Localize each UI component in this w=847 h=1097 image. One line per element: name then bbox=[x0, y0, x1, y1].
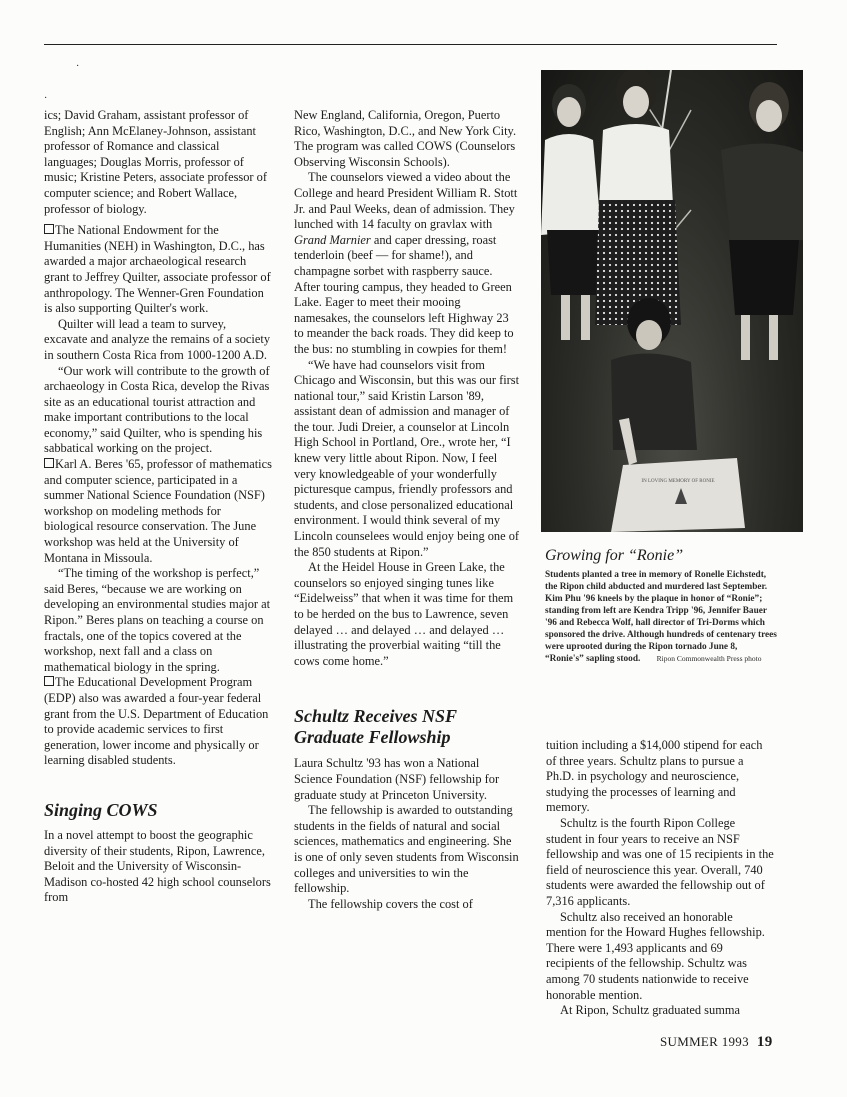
paragraph: New England, California, Oregon, Puerto Rico, Washington, D.C., and New York City. The program was called COWS (Counselors Observing Wisconsin Schools). bbox=[294, 108, 517, 169]
page-number: 19 bbox=[756, 1034, 773, 1050]
checkbox-bullet-icon bbox=[44, 458, 54, 468]
paragraph: The fellowship is awarded to outstanding students in the fields of natural and social sciences, mathematics and engineering. She is one of only seven students from Wisconsin colleges and universities to win the fellowship. bbox=[294, 803, 519, 896]
paragraph: The National Endowment for the Humanities (NEH) in Washington, D.C., has awarded a major archaeological research grant to Jeffrey Quilter, associate professor of anthropology. The Wenner-Gren Foundation is also supporting Quilter's work. bbox=[44, 223, 271, 316]
photo-caption: Students planted a tree in memory of Ronelle Eichstedt, the Ripon child abducted and murdered last September. Kim Phu '96 kneels by the plaque in honor of “Ronie”; standing from left are Kendra Tripp '96, Jennifer Bauer '96 and Rebecca Wolf, hall director of Tri-Dorms which sponsored the drive. Although hundreds of centenary trees were uprooted during the Ripon tornado June 8, “Ronie's” sapling stood. Ripon Commonwealth Press photo bbox=[545, 570, 777, 664]
paragraph: The Educational Development Program (EDP) also was awarded a four-year federal grant from the U.S. Department of Education to provide academic services to first generation, lower income and physically or learning disabled students. bbox=[44, 675, 269, 768]
photo-caption-title: Growing for “Ronie” bbox=[545, 547, 684, 564]
page-footer bbox=[660, 1034, 773, 1051]
column-1 bbox=[44, 108, 272, 906]
header-rule bbox=[44, 44, 777, 45]
paragraph: Laura Schultz '93 has won a National Science Foundation (NSF) fellowship for graduate study at Princeton University. bbox=[294, 756, 500, 802]
photo-illustration bbox=[541, 70, 803, 532]
speck: · bbox=[44, 93, 48, 104]
paragraph: At Ripon, Schultz graduated summa bbox=[560, 1003, 740, 1018]
paragraph: At the Heidel House in Green Lake, the counselors so enjoyed singing tunes like “Eidelweiss” that when it was time for them to be herded on the bus to Lawrence, seven delayed … and delayed … and delayed … illustrating the proverbial waiting “till the cows come home.” bbox=[294, 560, 514, 668]
plaque-text: IN LOVING MEMORY OF RONIE bbox=[641, 479, 715, 484]
paragraph: tuition including a $14,000 stipend for each of three years. Schultz plans to pursue a Ph.D. in psychology and neuroscience, studying the processes of learning and memory. bbox=[546, 738, 763, 815]
column-3 bbox=[546, 738, 774, 1019]
paragraph: “Our work will contribute to the growth of archaeology in Costa Rica, develop the Rivas site as an educational tourist attraction and make important contributions to the local economy,” said Quilter, who is spending his sabbatical working on the project. bbox=[44, 363, 270, 456]
paragraph: “We have had counselors visit from Chicago and Wisconsin, but this was our first national tour,” said Kristin Larson '89, assistant dean of admission and manager of the tour. Judi Dreier, a counselor at Lincoln High School in Portland, Ore., wrote her, “I knew very little about Ripon. Now, I feel very knowledgeable of your wonderfully picturesque campus, friendly professors and students, and close personalized educational environment. I would think several of my Lincoln counselees would enjoy being one of the 850 students at Ripon.” bbox=[294, 357, 520, 559]
issue-label: SUMMER 1993 bbox=[660, 1034, 749, 1049]
speck: · bbox=[76, 61, 80, 72]
paragraph: Schultz also received an honorable mention for the Howard Hughes fellowship. There were 1,493 applicants and 69 recipients of the fellowship. Schultz was among 70 students nationwide to receive honorable mention. bbox=[546, 909, 765, 1002]
checkbox-bullet-icon bbox=[44, 676, 54, 686]
section-heading: Schultz Receives NSF Graduate Fellowship bbox=[294, 706, 457, 748]
paragraph: Quilter will lead a team to survey, excavate and analyze the remains of a society in southern Costa Rica from 1000-1200 A.D. bbox=[44, 316, 271, 362]
paragraph: The counselors viewed a video about the College and heard President William R. Stott Jr. and Paul Weeks, dean of admission. They lunched with 14 faculty on gravlax with Grand Marnier and caper dressing, roast tenderloin (beef — for shame!), and champagne sorbet with raspberry sauce. After touring campus, they headed to Green Lake. Eager to meet their mooing namesakes, the counselors left Highway 23 to meander the back roads. They did keep to the bus: no stumbling in cowpies for them! bbox=[294, 170, 518, 356]
section-heading: Singing COWS bbox=[44, 799, 158, 820]
paragraph: In a novel attempt to boost the geographic diversity of their students, Ripon, Lawrence, Beloit and the University of Wisconsin-Madison co-hosted 42 high school counselors from bbox=[44, 827, 271, 905]
photo-credit: Ripon Commonwealth Press photo bbox=[656, 654, 762, 663]
tree-planting-photo bbox=[541, 70, 803, 532]
paragraph: ics; David Graham, assistant professor of English; Ann McElaney-Johnson, assistant professor of Romance and classical languages; Douglas Morris, professor of music; Kristine Peters, associate professor of computer science; and Robert Wallace, professor of biology. bbox=[44, 108, 267, 216]
paragraph: Schultz is the fourth Ripon College student in four years to receive an NSF fellowship and was one of 15 recipients in the field of neuroscience this year. Overall, 740 students were awarded the fellowship out of 7,316 applicants. bbox=[546, 815, 774, 908]
paragraph: Karl A. Beres '65, professor of mathematics and computer science, participated in a summer National Science Foundation (NSF) workshop on modeling methods for biological resource conservation. The June workshop was held at the University of Montana in Missoula. bbox=[44, 457, 272, 565]
checkbox-bullet-icon bbox=[44, 224, 54, 234]
column-2 bbox=[294, 108, 520, 912]
paragraph: “The timing of the workshop is perfect,” said Beres, “because we are working on developing an environmental studies major at Ripon.” Beres plans on teaching a course on fractals, one of the topics covered at the workshop, next fall and a class on mathematical biology in the spring. bbox=[44, 566, 271, 674]
paragraph: The fellowship covers the cost of bbox=[308, 896, 473, 911]
